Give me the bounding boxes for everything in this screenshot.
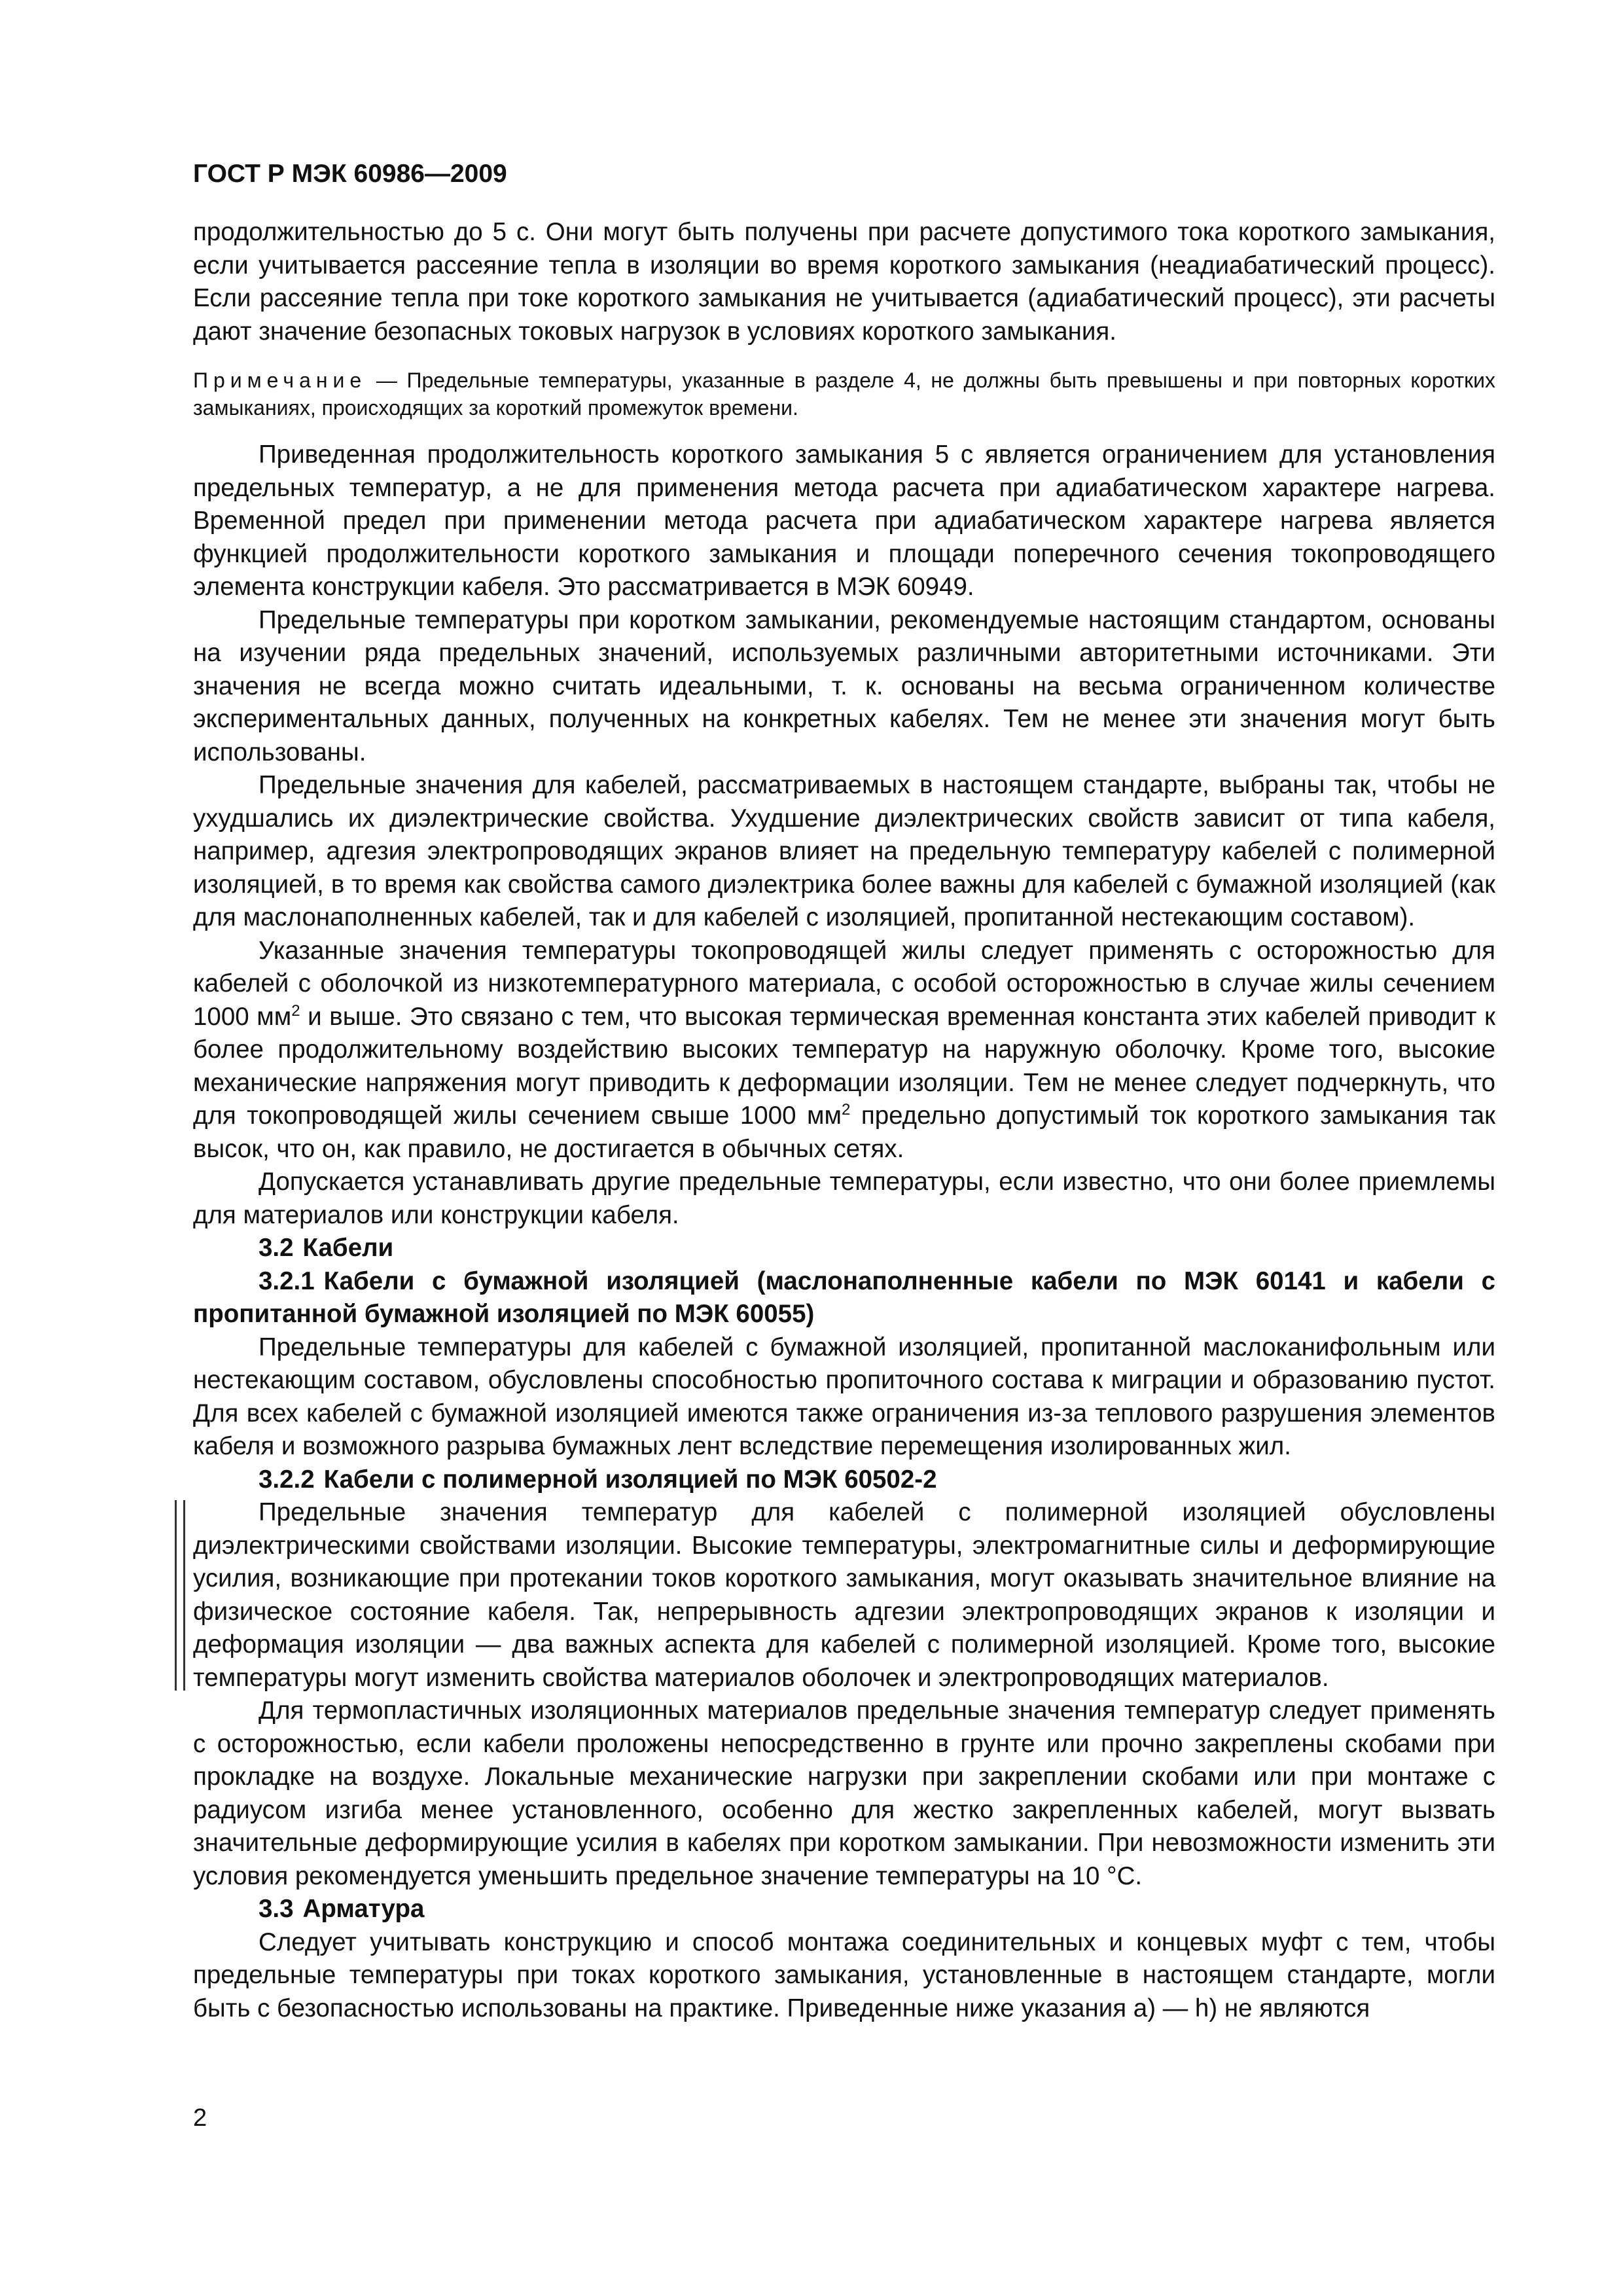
note-label: Примечание xyxy=(193,368,367,392)
paragraph: Предельные значения для кабелей, рассматриваемых в настоящем стандарте, выбраны так, чтобы не ухудшались их диэлектрические свойства. Ухудшение диэлектрических свойств зависит от типа кабеля, например, адгезия электропроводящих экранов влияет на предельную температуру кабелей с полимерной изоляцией, в то время как свойства самого диэлектрика более важны для кабелей с бумажной изоляцией (как для маслонаполненных кабелей, так и для кабелей с изоляцией, пропитанной нестекающим составом). xyxy=(193,771,1495,931)
note xyxy=(193,367,1495,422)
section-title: Кабели с бумажной изоляцией (маслонаполненные кабели по МЭК 60141 и кабели с пропитанной бумажной изоляцией по МЭК 60055) xyxy=(193,1266,1495,1328)
section-title: Кабели с полимерной изоляцией по МЭК 60502-2 xyxy=(323,1465,937,1494)
paragraph-text: предельно допустимый ток короткого замыкания так высок, что он, как правило, не достигается в обычных сетях. xyxy=(193,1102,1495,1163)
paragraph-continuation: продолжительностью до 5 с. Они могут быть получены при расчете допустимого тока короткого замыкания, если учитывается рассеяние тепла в изоляции во время короткого замыкания (неадиабатический процесс). Если рассеяние тепла при токе короткого замыкания не учитывается (адиабатический процесс), эти расчеты дают значение безопасных токовых нагрузок в условиях короткого замыкания. xyxy=(193,218,1495,346)
section-heading-3-3 xyxy=(193,1893,1495,1926)
paragraph-text: и выше. Это связано с тем, что высокая термическая временная константа этих кабелей приводит к более продолжительному воздействию высоких температур на наружную оболочку. Кроме того, высокие механические напряжения могут приводить к деформации изоляции. Тем не менее следует подчеркнуть, что для токопроводящей жилы сечением свыше 1000 мм xyxy=(193,1002,1495,1130)
paragraph: Предельные значения температур для кабелей с полимерной изоляцией обусловлены диэлектрическими свойствами изоляции. Высокие температуры, электромагнитные силы и деформирующие усилия, возникающие при протекании токов короткого замыкания, могут оказывать значительное влияние на физическое состояние кабеля. Так, непрерывность адгезии электропроводящих экранов к изоляции и деформация изоляции — два важных аспекта для кабелей с полимерной изоляцией. Кроме того, высокие температуры могут изменить свойства материалов оболочек и электропроводящих материалов. xyxy=(193,1498,1495,1692)
section-number: 3.2 xyxy=(259,1234,294,1262)
change-marker-bar xyxy=(175,1500,185,1691)
paragraph-text: Указанные значения температуры токопроводящей жилы следует применять с осторожностью для кабелей с оболочкой из низкотемпературного материала, с особой осторожностью в случае жилы сечением 1000 мм xyxy=(193,936,1495,1031)
section-title: Арматура xyxy=(302,1895,425,1923)
section-heading-3-2 xyxy=(193,1232,1495,1265)
note-text: — Предельные температуры, указанные в разделе 4, не должны быть превышены и при повторных коротких замыканиях, происходящих за короткий промежуток времени. xyxy=(193,368,1495,420)
paragraph: Следует учитывать конструкцию и способ монтажа соединительных и концевых муфт с тем, чтобы предельные температуры при токах короткого замыкания, установленные в настоящем стандарте, могли быть с безопасностью использованы на практике. Приведенные ниже указания а) — h) не являются xyxy=(193,1928,1495,2022)
paragraph: Приведенная продолжительность короткого замыкания 5 с является ограничением для установления предельных температур, а не для применения метода расчета при адиабатическом характере нагрева. Временной предел при применении метода расчета при адиабатическом характере нагрева является функцией продолжительности короткого замыкания и площади поперечного сечения токопроводящего элемента конструкции кабеля. Это рассматривается в МЭК 60949. xyxy=(193,440,1495,601)
document-header: ГОСТ Р МЭК 60986—2009 xyxy=(193,160,507,188)
document-page xyxy=(193,157,1495,2025)
section-number: 3.2.2 xyxy=(259,1465,315,1494)
paragraph: Для термопластичных изоляционных материалов предельные значения температур следует применять с осторожностью, если кабели проложены непосредственно в грунте или прочно закреплены скобами при прокладке на воздухе. Локальные механические нагрузки при закреплении скобами или при монтаже с радиусом изгиба менее установленного, особенно для жестко закрепленных кабелей, могут вызвать значительные деформирующие усилия в кабелях при коротком замыкании. При невозможности изменить эти условия рекомендуется уменьшить предельное значение температуры на 10 °С. xyxy=(193,1696,1495,1890)
changed-paragraph-block xyxy=(193,1496,1495,1695)
section-title: Кабели xyxy=(302,1234,394,1262)
section-number: 3.2.1 xyxy=(259,1266,315,1295)
superscript: 2 xyxy=(841,1101,851,1119)
section-heading-3-2-2 xyxy=(193,1463,1495,1497)
paragraph: Предельные температуры при коротком замыкании, рекомендуемые настоящим стандартом, основаны на изучении ряда предельных значений, используемых различными авторитетными источниками. Эти значения не всегда можно считать идеальными, т. к. основаны на весьма ограниченном количестве экспериментальных данных, полученных на конкретных кабелях. Тем не менее эти значения могут быть использованы. xyxy=(193,605,1495,766)
section-heading-3-2-1 xyxy=(193,1265,1495,1331)
paragraph: Предельные температуры для кабелей с бумажной изоляцией, пропитанной маслоканифольным или нестекающим составом, обусловлены способностью пропиточного состава к миграции и образованию пустот. Для всех кабелей с бумажной изоляцией имеются также ограничения из-за теплового разрушения элементов кабеля и возможного разрыва бумажных лент вследствие перемещения изолированных жил. xyxy=(193,1333,1495,1460)
page-number: 2 xyxy=(193,2104,207,2132)
paragraph: Допускается устанавливать другие предельные температуры, если известно, что они более приемлемы для материалов или конструкции кабеля. xyxy=(193,1168,1495,1229)
superscript: 2 xyxy=(291,1001,300,1020)
paragraph xyxy=(193,935,1495,1166)
section-number: 3.3 xyxy=(259,1895,294,1923)
